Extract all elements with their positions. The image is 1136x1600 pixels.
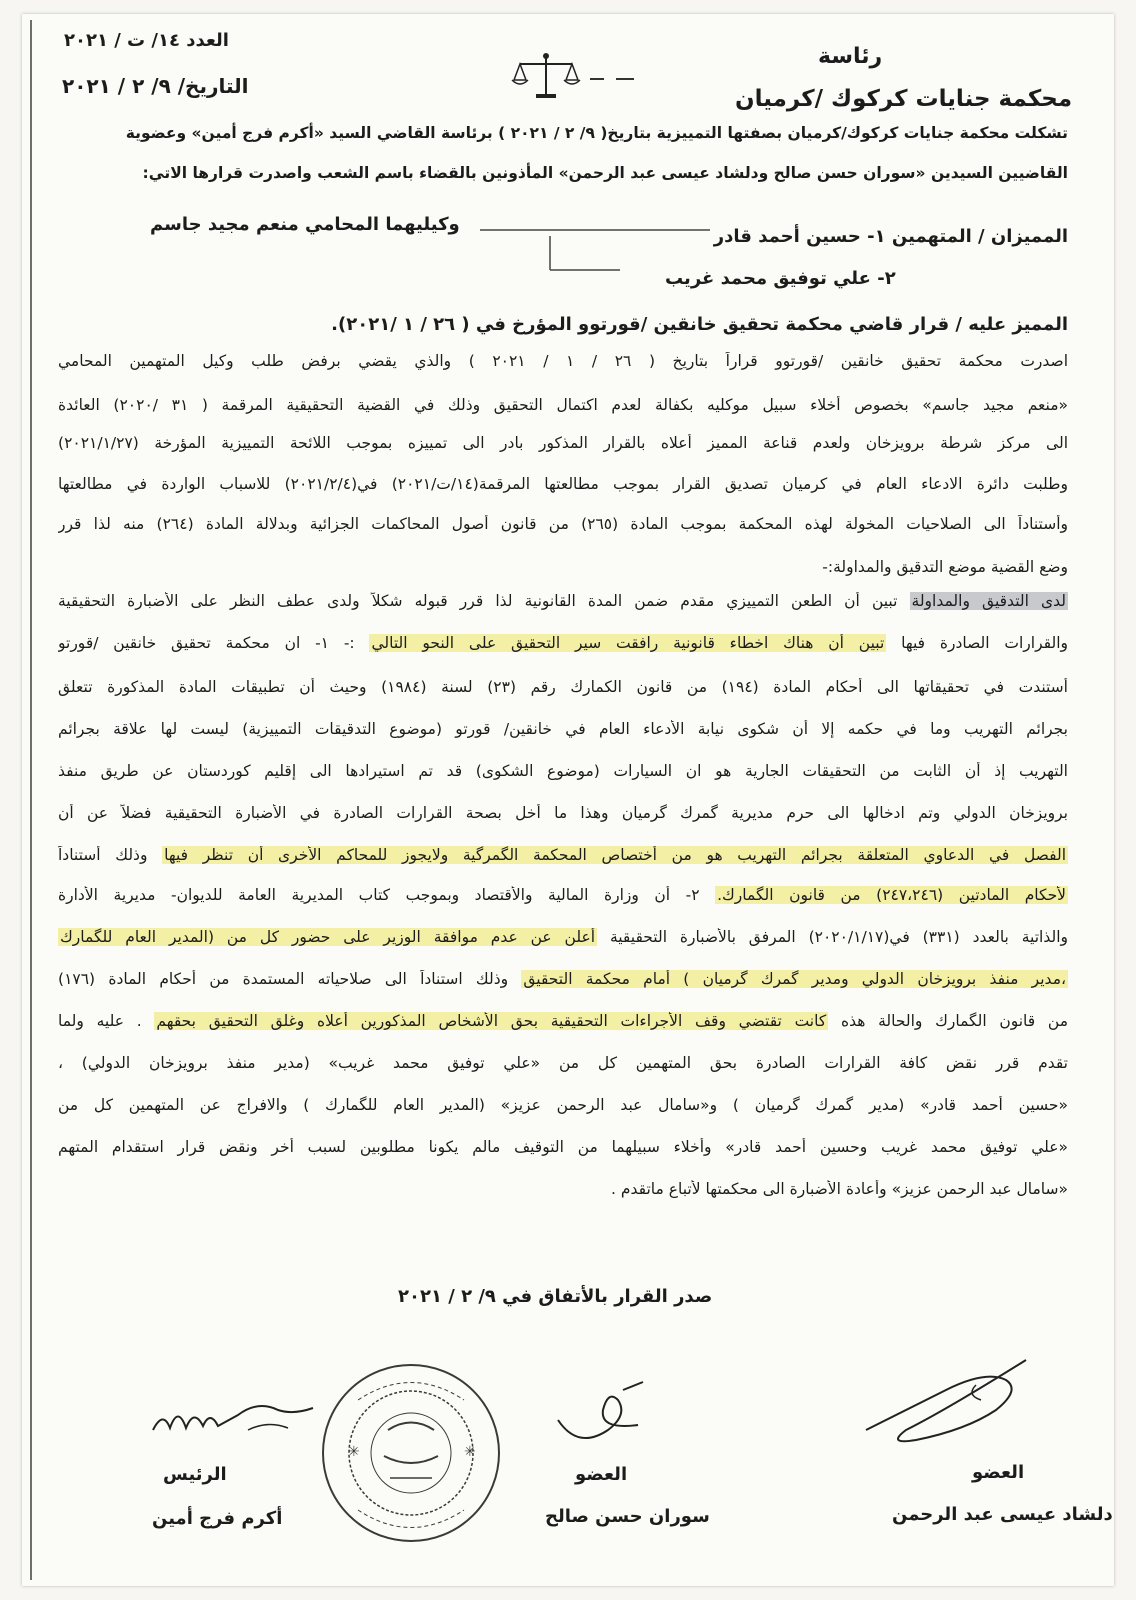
paragraph2-line [58, 846, 1068, 864]
president-name: أكرم فرج أمين [152, 1508, 283, 1529]
intro-line-2: القاضيين السيدين «سوران حسن صالح ودلشاد عيسى عبد الرحمن» المأذونين بالقضاء باسم الشعب واصدرت قرارها الاتي: [142, 164, 1068, 182]
highlighted-phrase: لأحكام المادتين (٢٤٧،٢٤٦) من قانون الگمارك. [717, 886, 1066, 904]
line-text: . عليه ولما [58, 1012, 142, 1030]
line-text: وذلك أستناداً [58, 846, 148, 864]
paragraph1-line: اصدرت محكمة تحقيق خانقين /قورتوو قراراً بتاريخ ( ٢٦ / ١ / ٢٠٢١ ) والذي يقضي برفض طلب وكيل المتهمين المحامي [58, 352, 1068, 370]
paragraph2-line: «سامال عبد الرحمن عزيز» وأعادة الأضبارة الى محكمتها لأتباع ماتقدم . [611, 1180, 1068, 1198]
appealed-against: المميز عليه / قرار قاضي محكمة تحقيق خانقين /قورتوو المؤرخ في ( ٢٦ / ١ /٢٠٢١). [331, 314, 1068, 335]
svg-text:✳: ✳ [464, 1444, 476, 1460]
paragraph1-line: وضع القضية موضع التدقيق والمداولة:- [822, 558, 1068, 576]
paragraph2-line: بجرائم التهريب وما في حكمه إلا أن شكوى نيابة الأدعاء العام في خانقين/ قورتو (موضوع التدقيقات التمييزية) ليست لها علاقة بجرائم [58, 720, 1068, 738]
line-text: من قانون الگمارك والحالة هذه [840, 1012, 1068, 1030]
highlighted-phrase: كانت تقتضي وقف الأجراءات التحقيقية بحق الأشخاص المذكورين أعلاه وغلق التحقيق بحقهم [156, 1012, 827, 1030]
paragraph2-line: تقدم قرر نقض كافة القرارات الصادرة بحق المتهمين كل من «علي توفيق محمد غريب» (مدير منفذ برويزخان الدولي) ، [58, 1054, 1068, 1072]
member2-signature [856, 1350, 1036, 1460]
member1-title: العضو [575, 1464, 628, 1485]
member1-signature [548, 1380, 658, 1460]
intro-line-1: تشكلت محكمة جنايات كركوك/كرميان بصفتها التمييزية بتاريخ( ٩/ ٢ / ٢٠٢١ ) برئاسة القاضي السيد «أكرم فرج أمين» وعضوية [125, 124, 1068, 142]
paragraph2-line: برويزخان الدولي وتم ادخالها الى حرم مديرية گمرك گرميان وهذا ما أخل بصحة القرارات الصادرة في الأضبارة التحقيقية فضلاً عن أن [58, 804, 1068, 822]
header-dash-decoration [590, 74, 640, 84]
lawyer-name: وكيليهما المحامي منعم مجيد جاسم [150, 214, 460, 235]
president-title: الرئيس [163, 1464, 227, 1485]
appellant-2: ٢- علي توفيق محمد غريب [665, 268, 896, 289]
paragraph2-line [58, 970, 1068, 988]
member1-name: سوران حسن صالح [545, 1506, 710, 1527]
paragraph1-line: وطلبت دائرة الادعاء العام في كرميان تصديق القرار بموجب مطالعتها المرقمة(١٤/ت/٢٠٢١) في(٢٠٢١/٢/٤) للاسباب الواردة في مطالعتها [58, 475, 1068, 493]
svg-text:✳: ✳ [348, 1444, 360, 1460]
paragraph2-line: أستندت في تحقيقاتها الى أحكام المادة (١٩٤) من قانون الكمارك رقم (٢٣) لسنة (١٩٨٤) وحيث أن تطبيقات المادة المذكورة تتعلق [58, 678, 1068, 696]
line-text: ٢- أن وزارة المالية والأقتصاد وبموجب كتاب المديرية العامة للديوان- مديرية الأدارة [58, 886, 700, 904]
paragraph1-line: وأستناداً الى الصلاحيات المخولة لهذه المحكمة بموجب المادة (٢٦٥) من قانون أصول المحاكمات الجزائية وبدلالة المادة (٢٦٤) منه لذا قرر [58, 515, 1068, 533]
paragraph2-line [58, 886, 1068, 904]
line-text: وذلك استناداً الى صلاحياته المستمدة من أحكام المادة (١٧٦) [58, 970, 509, 988]
line-text: والقرارات الصادرة فيها [901, 634, 1068, 652]
paragraph2-line: «علي توفيق محمد غريب وحسين أحمد قادر» وأخلاء سبيلهما من التوقيف مالم يكونا مطلوبين لسبب أخر ونقض قرار استقدام المتهم [58, 1138, 1068, 1156]
member2-title: العضو [972, 1462, 1025, 1483]
paragraph1-line: «منعم مجيد جاسم» بخصوص أخلاء سبيل موكليه بكفالة لعدم اكتمال التحقيق وذلك في القضية التحقيقية المرقمة ( ٣١ /٢٠٢٠) العائدة [58, 396, 1068, 414]
page-border [30, 20, 32, 1580]
court-seal-stamp [318, 1360, 504, 1546]
paragraph2-line: «حسين أحمد قادر» (مدير گمرك گرميان ) و«سامال عبد الرحمن عزيز» (المدير العام للگمارك ) والافراج عن المتهمين كل من [58, 1096, 1068, 1114]
scales-of-justice-icon [510, 50, 582, 106]
highlighted-phrase: أعلن عن عدم موافقة الوزير على حضور كل من (المدير العام للگمارك [60, 928, 596, 946]
line-text: والذاتية بالعدد (٣٣١) في(٢٠٢٠/١/١٧) المرفق بالأضبارة التحقيقية [609, 928, 1068, 946]
line-text: :- ١- ان محكمة تحقيق خانقين /قورتو [58, 634, 355, 652]
decision-line: صدر القرار بالأتفاق في ٩/ ٢ / ٢٠٢١ [398, 1286, 713, 1307]
appellants-label: المميزان / المتهمين ١- حسين أحمد قادر [713, 226, 1068, 247]
paragraph2-line [58, 1012, 1068, 1030]
member2-name: دلشاد عيسى عبد الرحمن [892, 1504, 1113, 1525]
issue-number: العدد ١٤/ ت / ٢٠٢١ [64, 30, 229, 51]
document-date: التاريخ/ ٩/ ٢ / ٢٠٢١ [62, 74, 249, 98]
line-text: تبين أن الطعن التمييزي مقدم ضمن المدة القانونية لذا قرر قبوله شكلاً ولدى عطف النظر على الأضبارة التحقيقية [58, 592, 898, 610]
court-name: محكمة جنايات كركوك /كرميان [735, 86, 1073, 112]
highlighted-phrase: تبين أن هناك اخطاء قانونية رافقت سير التحقيق على النحو التالي [371, 634, 885, 652]
paragraph2-line [58, 592, 1068, 610]
paragraph1-line: الى مركز شرطة برويزخان ولعدم قناعة المميز أعلاه بالقرار المذكور بادر الى تمييزه بموجب اللائحة التمييزية المؤرخة (٢٠٢١/١/٢٧) [58, 434, 1068, 452]
highlighted-phrase: الفصل في الدعاوي المتعلقة بجرائم التهريب هو من أختصاص المحكمة الگمرگية ولايجوز للمحاكم الأخرى أن تنظر فيها [164, 846, 1066, 864]
highlighted-phrase: لدى التدقيق والمداولة [911, 592, 1066, 610]
presidency-title: رئاسة [818, 44, 883, 69]
paragraph2-line: التهريب إذ أن الثابت من التحقيقات الجارية هو ان السيارات (موضوع الشكوى) قد تم استيرادها الى إقليم كوردستان عن طريق منفذ [58, 762, 1068, 780]
president-signature [148, 1380, 318, 1450]
paragraph2-line [58, 928, 1068, 946]
paragraph2-line [58, 634, 1068, 652]
highlighted-phrase: ،مدير منفذ برويزخان الدولي ومدير گمرك گرميان ) أمام محكمة التحقيق [523, 970, 1066, 988]
